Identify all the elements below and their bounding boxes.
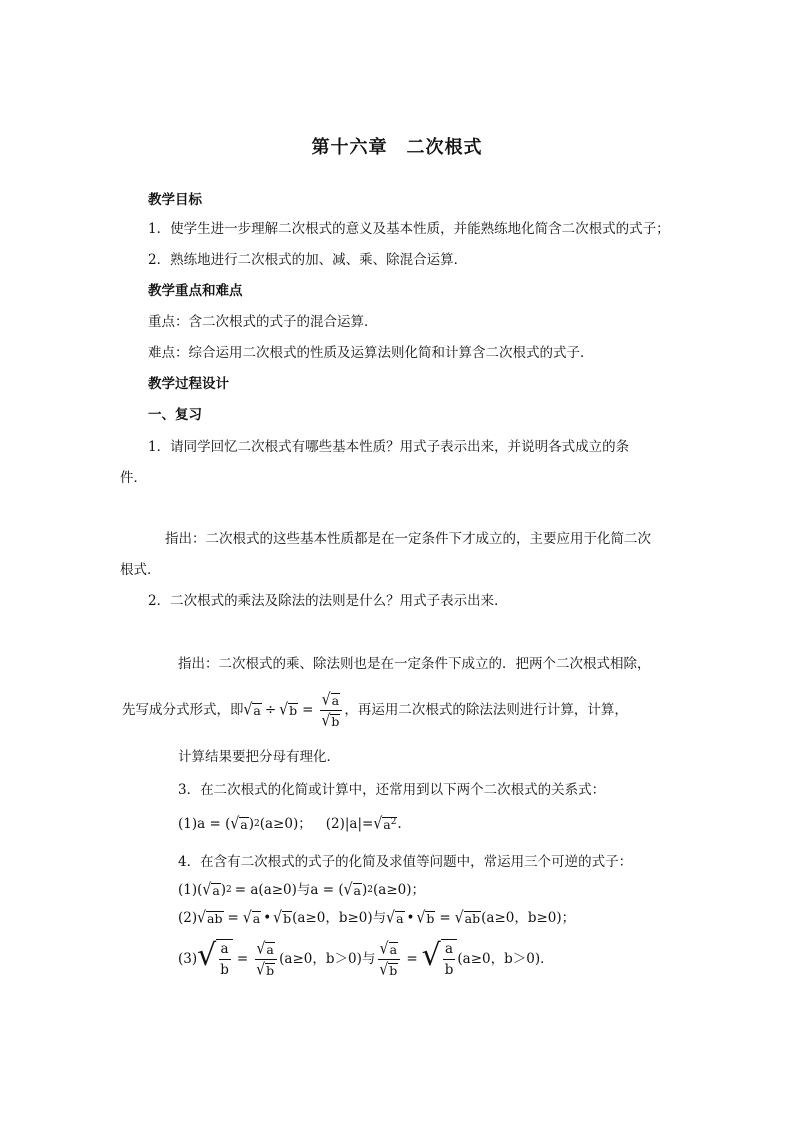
fraction-sqrt-a-over-sqrt-b: √ a √ b	[319, 691, 342, 730]
multiply-dot: •	[263, 910, 272, 926]
question-2: 2．二次根式的乘法及除法的法则是什么？用式子表示出来．	[148, 593, 508, 609]
sqrt-ab: √ ab	[197, 908, 223, 928]
f4-2-cond1: (a≥0，b≥0)与	[292, 910, 387, 926]
formula-4-2	[178, 909, 575, 927]
sqrt-ab: √ ab	[454, 908, 481, 928]
sqrt-b: √ b	[279, 700, 298, 720]
sqrt-a-over-b: √ $\frac{a}{b}$	[422, 939, 458, 979]
sqrt-a: √ a	[230, 814, 248, 834]
equals-sign: =	[227, 910, 239, 926]
focus-heading: 教学重点和难点	[148, 283, 243, 299]
equals-sign: =	[302, 702, 314, 718]
note-2-line-2-text-b: ，再运用二次根式的除法法则进行计算，计算，	[344, 702, 628, 718]
difficult-point: 难点：综合运用二次根式的性质及运算法则化简和计算含二次根式的式子．	[148, 345, 594, 361]
f4-1-prefix: (1)(	[178, 882, 203, 898]
sqrt-a: √ a	[202, 880, 220, 900]
fraction-sqrt-a-over-sqrt-b: √ a √ b	[254, 940, 277, 979]
f4-3-prefix: (3)	[178, 951, 198, 967]
equals-sign: =	[439, 910, 451, 926]
sqrt-b: √ b	[416, 908, 435, 928]
f3-1-suffix: (a≥0)；	[259, 816, 312, 832]
f4-2-prefix: (2)	[178, 910, 198, 926]
note-2-line-2	[122, 690, 628, 730]
f3-1-prefix: (1)a = (	[178, 816, 231, 832]
key-point: 重点：含二次根式的式子的混合运算．	[148, 314, 378, 330]
sqrt-a-over-b: √ $\frac{a}{b}$	[197, 939, 233, 979]
f4-3-cond2: (a≥0，b＞0)．	[457, 951, 554, 967]
question-4: 4．在含有二次根式的式子的化简及求值等问题中，常运用三个可逆的式子：	[178, 854, 633, 870]
formula-4-1: (1)( √ a ) 2 = a(a≥0)与a = ( √ a ) 2 (a≥0)；	[178, 880, 425, 900]
division-formula	[244, 691, 345, 730]
sqrt-a: √ a	[243, 700, 261, 720]
question-1-line-1: 1．请同学回忆二次根式有哪些基本性质？用式子表示出来，并说明各式成立的条	[148, 439, 630, 455]
sqrt-a: √ a	[242, 908, 261, 928]
f4-1-suffix: (a≥0)；	[373, 882, 425, 898]
question-3: 3．在二次根式的化简或计算中，还常用到以下两个二次根式的关系式：	[178, 782, 606, 798]
sqrt-a: √ a	[386, 908, 404, 928]
divide-sign: ÷	[264, 702, 277, 718]
note-1-line-1: 指出：二次根式的这些基本性质都是在一定条件下才成立的，主要应用于化简二次	[165, 531, 651, 547]
f4-1-mid: = a(a≥0)与a = (	[234, 882, 344, 898]
note-2-line-2-text-a: 先写成分式形式，即	[122, 702, 244, 718]
f3-2-prefix: (2)|a|=	[325, 816, 374, 832]
equals-sign: =	[406, 951, 418, 967]
note-1-line-2: 根式．	[120, 562, 161, 578]
f3-2-end: .	[397, 816, 402, 832]
fraction-sqrt-a-over-sqrt-b: √ a √ b	[377, 940, 400, 979]
equals-sign: =	[236, 951, 249, 967]
sqrt-b: √ b	[273, 908, 292, 928]
f4-2-cond2: (a≥0，b≥0)；	[481, 910, 576, 926]
note-2-line-3: 计算结果要把分母有理化．	[178, 749, 340, 765]
note-2-line-1: 指出：二次根式的乘、除法则也是在一定条件下成立的．把两个二次根式相除，	[178, 656, 651, 672]
f4-3-cond1: (a≥0，b＞0)与	[279, 951, 376, 967]
multiply-dot: •	[406, 910, 415, 926]
goal-item-2: 2．熟练地进行二次根式的加、减、乘、除混合运算．	[148, 252, 468, 268]
sqrt-a: √ a	[343, 880, 361, 900]
chapter-title: 第十六章 二次根式	[311, 137, 483, 158]
formula-4-3	[178, 937, 554, 981]
goals-heading: 教学目标	[148, 192, 202, 208]
formula-3-line: (1)a = ( √ a ) 2 (a≥0)； (2)|a|= √ $a^2$ .	[178, 814, 402, 834]
section-review-heading: 一、复习	[148, 407, 202, 423]
process-heading: 教学过程设计	[148, 376, 229, 392]
question-1-line-2: 件．	[120, 470, 147, 486]
sqrt-a-squared: √ $a^2$	[373, 814, 397, 834]
goal-item-1: 1．使学生进一步理解二次根式的意义及基本性质，并能熟练地化简含二次根式的式子；	[148, 221, 670, 237]
